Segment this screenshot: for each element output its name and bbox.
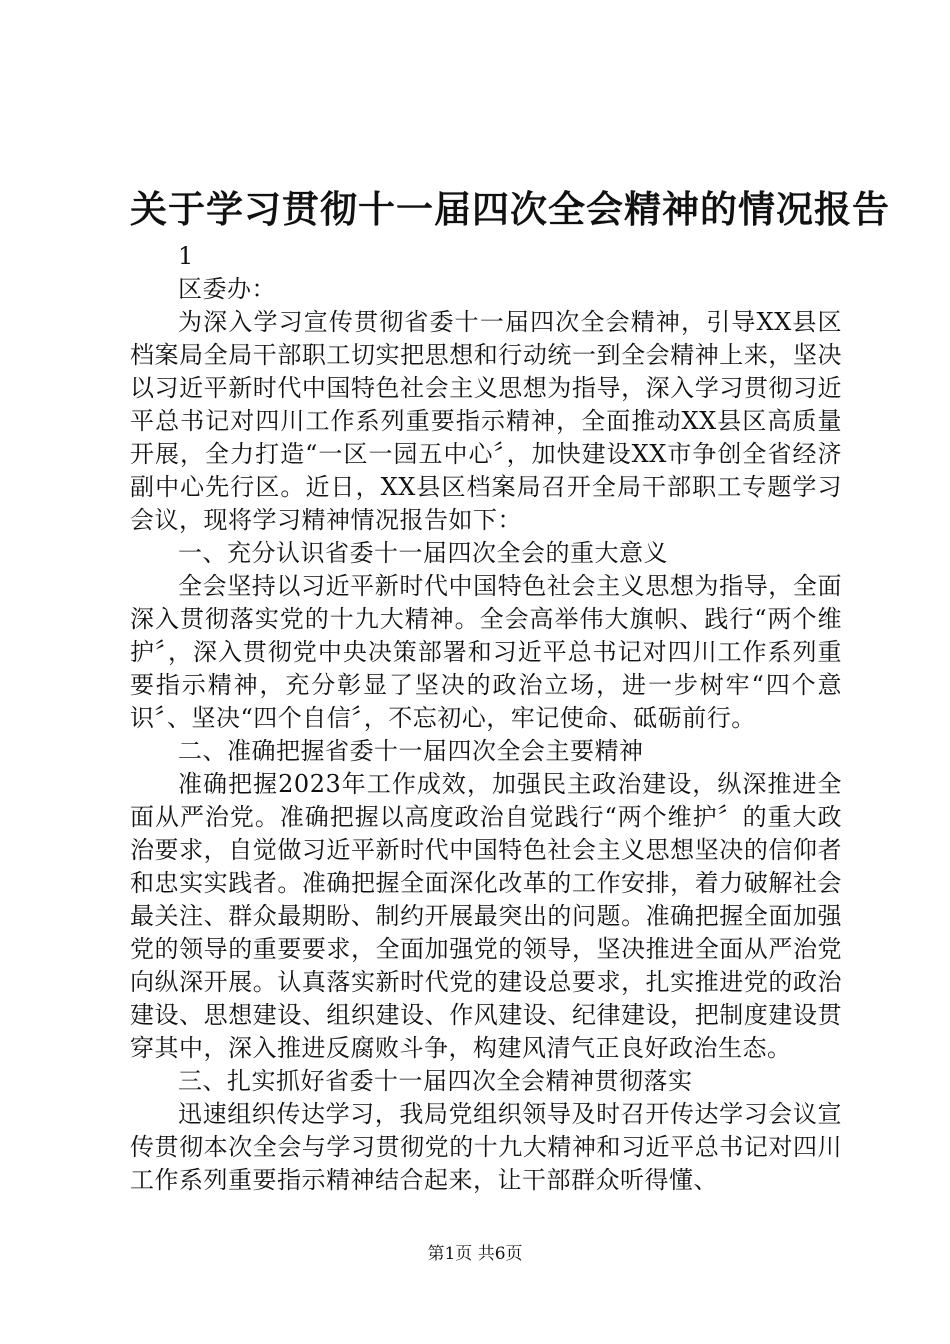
document-title: 关于学习贯彻十一届四次全会精神的情况报告: [130, 187, 890, 231]
section-paragraph-2: 准确把握2023年工作成效，加强民主政治建设，纵深推进全面从严治党。准确把握以高度政治自觉践行“两个维护〞的重大政治要求，自觉做习近平新时代中国特色社会主义思想坚决的信仰者和忠实实践者。准确把握全面深化改革的工作安排，着力破解社会最关注、群众最期盼、制约开展最突出的问题。准确把握全面加强党的领导的重要要求，全面加强党的领导，坚决推进全面从严治党向纵深开展。认真落实新时代党的建设总要求，扎实推进党的政治建设、思想建设、组织建设、作风建设、纪律建设，把制度建设贯穿其中，深入推进反腐败斗争，构建风清气正良好政治生态。: [130, 770, 842, 1062]
page-footer: 第1页 共6页: [427, 1244, 523, 1264]
page-number-line: 1: [178, 242, 194, 270]
document-body: [130, 240, 842, 1197]
section-heading-3: 三、扎实抓好省委十一届四次全会精神贯彻落实: [178, 1067, 693, 1095]
section-heading-2: 二、准确把握省委十一届四次全会主要精神: [178, 737, 644, 765]
section-heading-1: 一、充分认识省委十一届四次全会的重大意义: [178, 539, 668, 567]
section-paragraph-1: 全会坚持以习近平新时代中国特色社会主义思想为指导，全面深入贯彻落实党的十九大精神。全会高举伟大旗帜、践行“两个维护〞，深入贯彻党中央决策部署和习近平总书记对四川工作系列重要指示精神，充分彰显了坚决的政治立场，进一步树牢“四个意识〞、坚决“四个自信〞，不忘初心，牢记使命、砥砺前行。: [130, 572, 842, 732]
section-paragraph-3: 迅速组织传达学习，我局党组织领导及时召开传达学习会议宣传贯彻本次全会与学习贯彻党的十九大精神和习近平总书记对四川工作系列重要指示精神结合起来，让干部群众听得懂、: [130, 1100, 842, 1194]
salutation: 区委办：: [178, 275, 276, 303]
intro-paragraph: 为深入学习宣传贯彻省委十一届四次全会精神，引导XX县区档案局全局干部职工切实把思想和行动统一到全会精神上来，坚决以习近平新时代中国特色社会主义思想为指导，深入学习贯彻习近平总书记对四川工作系列重要指示精神，全面推动XX县区高质量开展，全力打造“一区一园五中心〞，加快建设XX市争创全省经济副中心先行区。近日，XX县区档案局召开全局干部职工专题学习会议，现将学习精神情况报告如下：: [130, 308, 842, 534]
